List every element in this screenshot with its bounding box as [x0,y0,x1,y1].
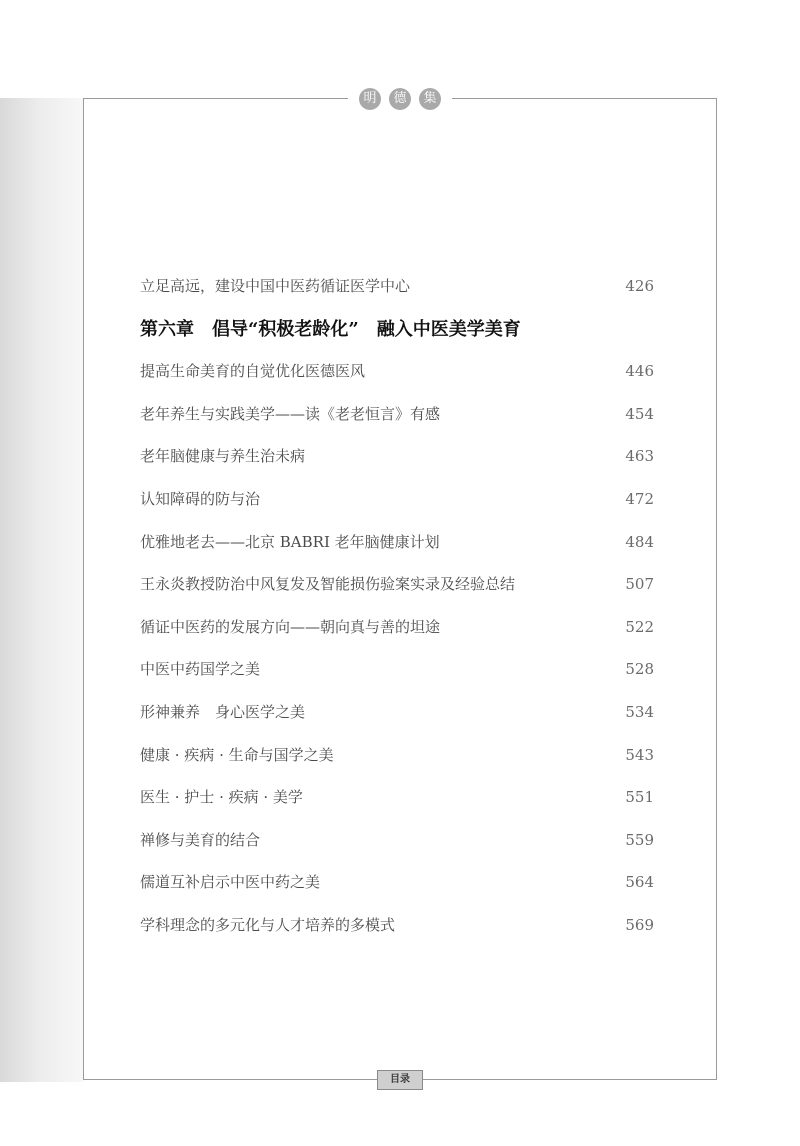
toc-entry-page: 454 [625,404,654,423]
page-spine-shadow [0,98,84,1082]
toc-entry[interactable] [140,353,654,396]
toc-entry-title: 儒道互补启示中医中药之美 [140,873,321,892]
toc-entry-title: 老年脑健康与养生治未病 [140,447,306,466]
header-seal-1: 明 [359,88,381,110]
toc-entry-title: 立足高远，建设中国中医药循证医学中心 [140,277,411,295]
header-seal-3: 集 [419,88,441,110]
toc-entry-page: 446 [625,362,654,381]
toc-entry-page: 559 [625,830,654,849]
toc-entry-page: 534 [625,702,654,721]
toc-entry-title: 健康 · 疾病 · 生命与国学之美 [140,745,334,764]
toc-entry[interactable] [140,864,654,907]
toc-entry-page: 564 [625,873,654,892]
toc-entry[interactable] [140,609,654,652]
toc-entry[interactable] [140,694,654,737]
ornament-line-right [452,98,466,99]
toc-entry[interactable] [140,737,654,780]
header-seal-2: 德 [389,88,411,110]
toc-entry[interactable] [140,907,654,950]
toc-entry[interactable] [140,779,654,822]
ornament-line-left [334,98,348,99]
header-ornament [338,86,462,112]
toc-entry-title: 王永炎教授防治中风复发及智能损伤验案实录及经验总结 [140,575,516,594]
toc-entry-page: 472 [625,489,654,508]
toc-entry-page: 543 [625,745,654,764]
toc-entry[interactable] [140,396,654,439]
toc-entry-title: 中医中药国学之美 [140,660,261,679]
table-of-contents [140,268,654,950]
toc-entry-title: 形神兼养 身心医学之美 [140,702,306,721]
toc-entry-page: 426 [625,277,654,295]
toc-entry-title: 提高生命美育的自觉优化医德医风 [140,362,366,381]
toc-entry[interactable] [140,651,654,694]
chapter-heading[interactable]: 第六章 倡导“积极老龄化” 融入中医美学美育 [140,318,521,340]
toc-entry-title: 认知障碍的防与治 [140,489,261,508]
toc-entry-page: 463 [625,447,654,466]
toc-entry-title: 学科理念的多元化与人才培养的多模式 [140,915,396,934]
toc-entry-title: 优雅地老去——北京 BABRI 老年脑健康计划 [140,532,440,551]
toc-entry-page: 507 [625,575,654,594]
toc-entry-title: 老年养生与实践美学——读《老老恒言》有感 [140,404,441,423]
toc-entry[interactable] [140,822,654,865]
toc-entry-title: 医生 · 护士 · 疾病 · 美学 [140,788,303,807]
toc-entry[interactable] [140,268,654,311]
toc-entry[interactable] [140,481,654,524]
toc-entry[interactable] [140,438,654,481]
toc-entry[interactable] [140,566,654,609]
footer-section-label: 目录 [377,1070,423,1090]
toc-entry[interactable] [140,524,654,567]
toc-entry-page: 528 [625,660,654,679]
toc-entry-title: 禅修与美育的结合 [140,830,261,849]
toc-entry-page: 522 [625,617,654,636]
toc-entry-page: 484 [625,532,654,551]
toc-entry-page: 569 [625,915,654,934]
toc-entry-title: 循证中医药的发展方向——朝向真与善的坦途 [140,617,441,636]
toc-entry-page: 551 [625,788,654,807]
